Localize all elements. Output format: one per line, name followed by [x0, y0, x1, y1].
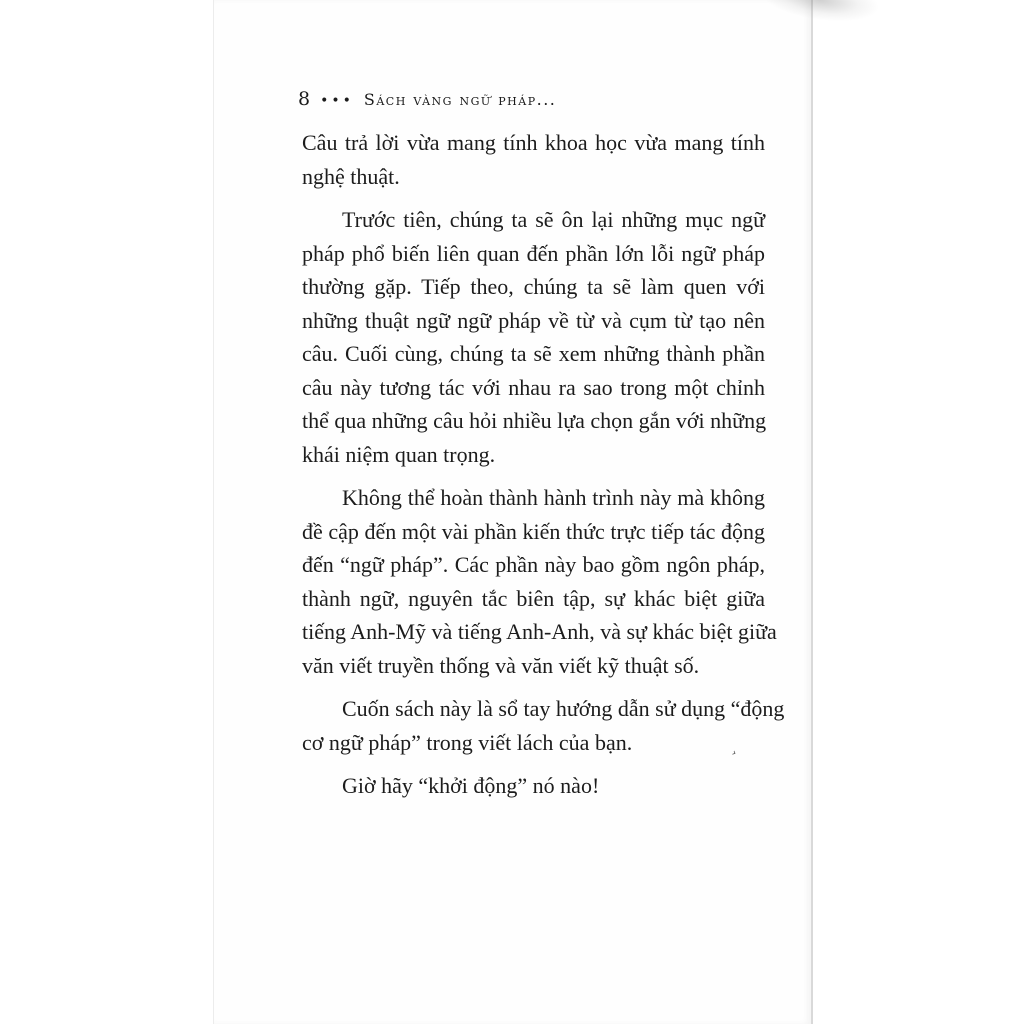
text-line: nghệ thuật.: [302, 163, 400, 189]
ink-speck: ›: [729, 747, 739, 760]
paragraph-3: [302, 481, 777, 682]
page-number: 8: [298, 88, 311, 110]
text-line: đề cập đến một vài phần kiến thức trực tiếp tác động: [302, 518, 765, 544]
paragraph-1: [302, 126, 765, 193]
text-line: Trước tiên, chúng ta sẽ ôn lại những mục ngữ: [342, 207, 765, 232]
text-line: cơ ngữ pháp” trong viết lách của bạn.: [302, 729, 633, 755]
text-line: Câu trả lời vừa mang tính khoa học vừa mang tính: [302, 130, 765, 155]
text-line: văn viết truyền thống và văn viết kỹ thuật số.: [302, 652, 700, 678]
text-line: Giờ hãy “khởi động” nó nào!: [342, 773, 600, 798]
text-line: khái niệm quan trọng.: [302, 441, 496, 467]
text-line: câu này tương tác với nhau ra sao trong một chỉnh: [302, 374, 765, 400]
running-header: [298, 88, 556, 110]
text-line: pháp phổ biến liên quan đến phần lớn lỗi ngữ pháp: [302, 240, 765, 266]
running-title: Sách vàng ngữ pháp...: [363, 90, 557, 109]
text-line: thường gặp. Tiếp theo, chúng ta sẽ làm quen với: [302, 274, 765, 299]
paragraph-4: [302, 692, 785, 759]
text-line: thành ngữ, nguyên tắc biên tập, sự khác biệt giữa: [302, 585, 765, 611]
text-line: câu. Cuối cùng, chúng ta sẽ xem những thành phần: [302, 341, 765, 366]
text-line: thể qua những câu hỏi nhiều lựa chọn gắn với những: [302, 408, 767, 433]
body-text: [302, 126, 785, 813]
paragraph-2: [302, 203, 765, 471]
paragraph-5: [302, 769, 765, 803]
text-line: tiếng Anh-Mỹ và tiếng Anh-Anh, và sự khác biệt giữa: [302, 619, 777, 644]
header-dots: •••: [320, 93, 354, 109]
text-line: những thuật ngữ ngữ pháp về từ và cụm từ tạo nên: [302, 307, 765, 333]
text-line: Cuốn sách này là sổ tay hướng dẫn sử dụng “động: [342, 696, 785, 721]
text-line: Không thể hoàn thành hành trình này mà không: [342, 485, 765, 510]
text-line: đến “ngữ pháp”. Các phần này bao gồm ngôn pháp,: [302, 552, 765, 577]
